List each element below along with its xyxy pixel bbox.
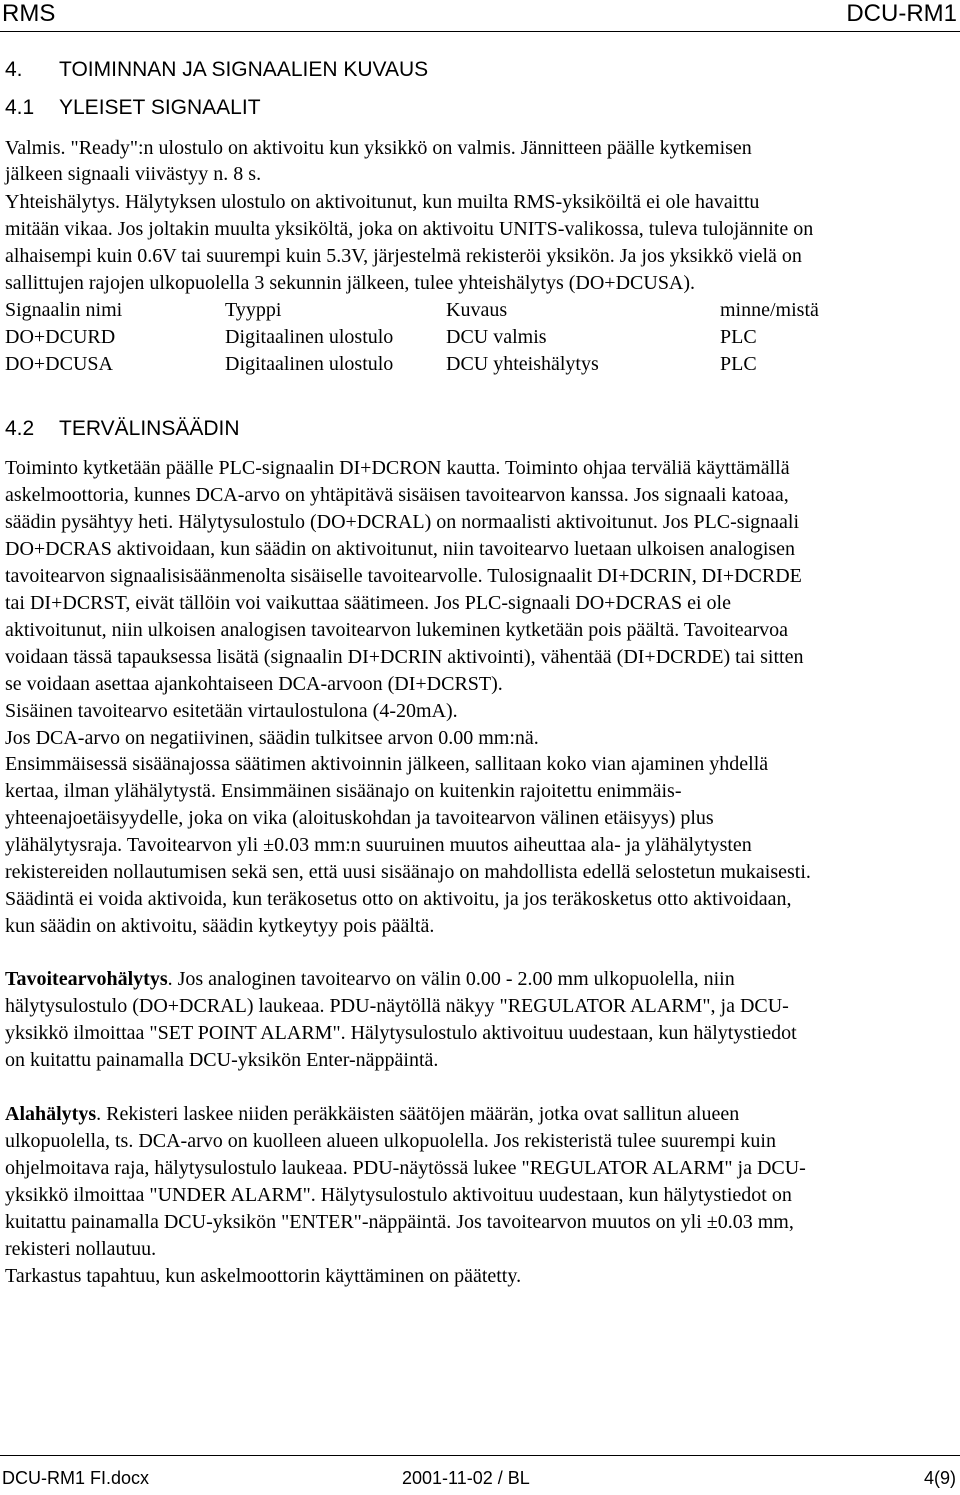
- heading-4-1: [5, 96, 261, 120]
- text-line: kuitattu painamalla DCU-yksikön "ENTER"-näppäintä. Jos tavoitearvon muutos on yli ±0.03 mm,: [5, 1211, 794, 1233]
- text-line: Yhteishälytys. Hälytyksen ulostulo on aktivoitunut, kun muilta RMS-yksiköiltä ei ole havaittu: [5, 191, 760, 213]
- text-line: rekisteri nollautuu.: [5, 1238, 157, 1260]
- table-cell: DO+DCURD: [5, 326, 116, 348]
- heading-title: YLEISET SIGNAALIT: [59, 96, 261, 119]
- text-line: Valmis. "Ready":n ulostulo on aktivoitu kun yksikkö on valmis. Jännitteen päälle kytkemisen: [5, 137, 752, 159]
- text-line: se voidaan asettaa ajankohtaiseen DCA-arvoon (DI+DCRST).: [5, 673, 503, 695]
- text-line: [5, 966, 735, 992]
- text-line: alhaisempi kuin 0.6V tai suurempi kuin 5.3V, järjestelmä rekisteröi yksikön. Ja jos yksikkö vielä on: [5, 245, 802, 267]
- text-line: DO+DCRAS aktivoidaan, kun säädin on aktivoitunut, niin tavoitearvo luetaan ulkoisen analogisen: [5, 538, 796, 560]
- table-header-cell: Tyyppi: [225, 299, 282, 321]
- text-line: yhteenajoetäisyydelle, joka on vika (aloituskohdan ja tavoitearvon välinen etäisyys) plus: [5, 807, 714, 829]
- footer-filename: DCU-RM1 FI.docx: [2, 1468, 150, 1488]
- heading-4-2: [5, 417, 240, 441]
- table-cell: Digitaalinen ulostulo: [225, 353, 394, 375]
- text-line: jälkeen signaali viivästyy n. 8 s.: [5, 163, 262, 185]
- table-header-cell: Signaalin nimi: [5, 299, 123, 321]
- heading-number: 4.: [5, 58, 23, 81]
- table-header-cell: Kuvaus: [446, 299, 508, 321]
- text-line: tavoitearvon signaalisisäänmenolta sisäiselle tavoitearvolle. Tulosignaalit DI+DCRIN, DI+DCRDE: [5, 565, 802, 587]
- text-line: aktivoitunut, niin ulkoisen analogisen tavoitearvon lukeminen kytketään pois päältä. Tavoitearvoa: [5, 619, 789, 641]
- heading-title: TOIMINNAN JA SIGNAALIEN KUVAUS: [59, 58, 429, 81]
- text-line: mitään vikaa. Jos joltakin muulta yksiköltä, joka on aktivoitu UNITS-valikossa, tuleva tulojännite on: [5, 218, 814, 240]
- text-line: kun säädin on aktivoitu, säädin kytkeytyy pois päältä.: [5, 915, 435, 937]
- header-left: RMS: [2, 0, 56, 27]
- table-cell: DCU yhteishälytys: [446, 353, 599, 375]
- table-cell: PLC: [720, 353, 757, 375]
- text-line: hälytysulostulo (DO+DCRAL) laukeaa. PDU-näytöllä näkyy "REGULATOR ALARM", ja DCU-: [5, 995, 789, 1017]
- heading-title: TERVÄLINSÄÄDIN: [59, 417, 240, 440]
- text-line: Sisäinen tavoitearvo esitetään virtaulostulona (4-20mA).: [5, 700, 458, 722]
- header-right: DCU-RM1: [846, 0, 957, 27]
- text-line: tai DI+DCRST, eivät tällöin voi vaikuttaa säätimeen. Jos PLC-signaali DO+DCRAS ei ole: [5, 592, 731, 614]
- text-span: . Rekisteri laskee niiden peräkkäisten säätöjen määrän, jotka ovat sallitun alueen: [96, 1103, 740, 1125]
- text-line: voidaan tässä tapauksessa lisätä (signaalin DI+DCRIN aktivointi), vähentää (DI+DCRDE) tai sitten: [5, 646, 804, 668]
- text-line: säädin pysähtyy heti. Hälytysulostulo (DO+DCRAL) on normaalisti aktivoitunut. Jos PLC-signaali: [5, 511, 799, 533]
- text-line: ylähälytysraja. Tavoitearvon yli ±0.03 mm:n suuruinen muutos aiheuttaa ala- ja ylähälytysten: [5, 834, 752, 856]
- footer-date: 2001-11-02 / BL: [402, 1468, 530, 1488]
- text-line: yksikkö ilmoittaa "UNDER ALARM". Hälytysulostulo aktivoituu uudestaan, kun hälytystiedot on: [5, 1184, 792, 1206]
- text-line: sallittujen rajojen ulkopuolella 3 sekunnin jälkeen, tulee yhteishälytys (DO+DCUSA).: [5, 272, 696, 294]
- text-line: on kuitattu painamalla DCU-yksikön Enter-näppäintä.: [5, 1049, 439, 1071]
- text-line: askelmoottoria, kunnes DCA-arvo on yhtäpitävä sisäisen tavoitearvon kanssa. Jos signaali katoaa,: [5, 484, 789, 506]
- table-cell: Digitaalinen ulostulo: [225, 326, 394, 348]
- text-span: . Jos analoginen tavoitearvo on välin 0.00 - 2.00 mm ulkopuolella, niin: [167, 968, 735, 990]
- table-cell: DO+DCUSA: [5, 353, 113, 375]
- page-footer: [0, 1455, 960, 1495]
- text-line: kertaa, ilman ylähälytystä. Ensimmäinen sisäänajo on kuitenkin rajoitettu enimmäis-: [5, 780, 682, 802]
- table-cell: PLC: [720, 326, 757, 348]
- text-line: Säädintä ei voida aktivoida, kun teräkosetus otto on aktivoitu, ja jos teräkosketus otto aktivoidaan,: [5, 888, 792, 910]
- alarm-term-setpoint: Tavoitearvohälytys: [5, 968, 168, 990]
- text-line: ohjelmoitava raja, hälytysulostulo laukeaa. PDU-näytössä lukee "REGULATOR ALARM" ja DCU-: [5, 1157, 806, 1179]
- heading-4: [5, 58, 428, 82]
- heading-number: 4.2: [5, 417, 35, 440]
- text-line: rekistereiden nollautumisen sekä sen, että uusi sisäänajo on mahdollista edellä selostetun mukaisesti.: [5, 861, 811, 883]
- heading-number: 4.1: [5, 96, 35, 119]
- text-line: [5, 1101, 739, 1127]
- text-line: Tarkastus tapahtuu, kun askelmoottorin käyttäminen on päätetty.: [5, 1265, 522, 1287]
- page-header: [0, 0, 960, 32]
- text-line: ulkopuolella, ts. DCA-arvo on kuolleen alueen ulkopuolella. Jos rekisteristä tulee suurempi kuin: [5, 1130, 776, 1152]
- text-line: Ensimmäisessä sisäänajossa säätimen aktivoinnin jälkeen, sallitaan koko vian ajaminen yhdellä: [5, 753, 769, 775]
- text-line: Jos DCA-arvo on negatiivinen, säädin tulkitsee arvon 0.00 mm:nä.: [5, 727, 539, 749]
- alarm-term-under: Alahälytys: [5, 1103, 97, 1125]
- text-line: Toiminto kytketään päälle PLC-signaalin DI+DCRON kautta. Toiminto ohjaa terväliä käyttämällä: [5, 457, 790, 479]
- table-cell: DCU valmis: [446, 326, 547, 348]
- footer-page-number: 4(9): [923, 1468, 956, 1488]
- text-line: yksikkö ilmoittaa "SET POINT ALARM". Hälytysulostulo aktivoituu uudestaan, kun hälytystiedot: [5, 1022, 797, 1044]
- table-header-cell: minne/mistä: [720, 299, 819, 321]
